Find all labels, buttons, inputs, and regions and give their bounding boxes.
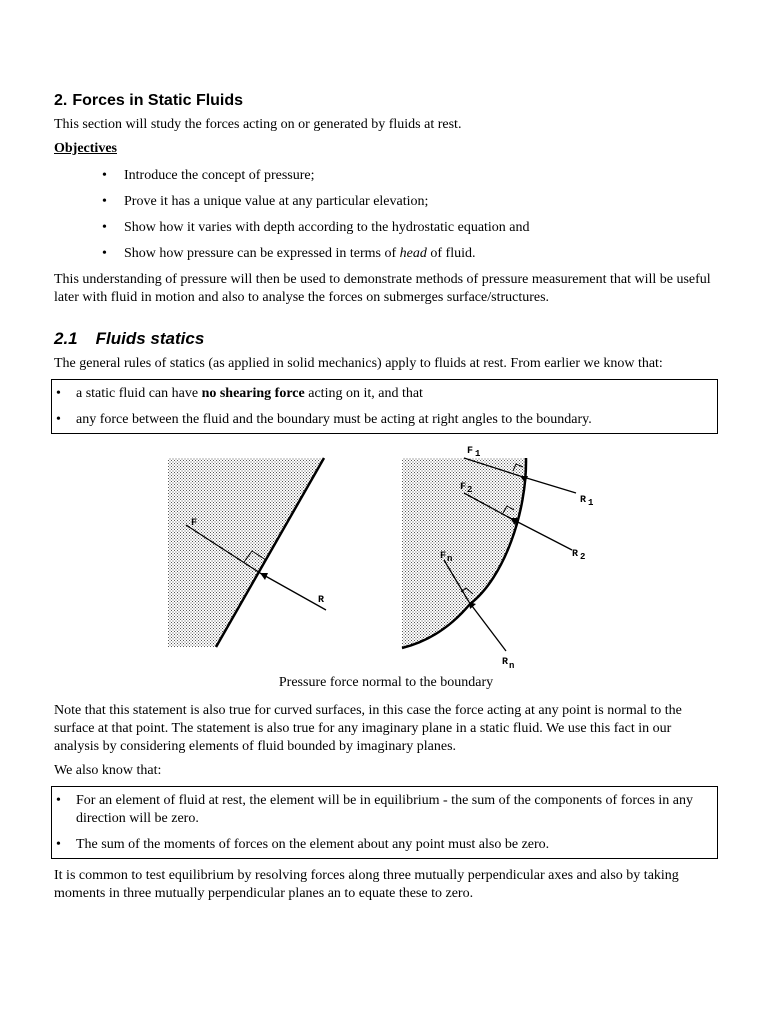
- rule-text: acting on it, and that: [308, 386, 423, 401]
- objective-text: of fluid.: [430, 246, 476, 261]
- objective-item: • Introduce the concept of pressure;: [102, 167, 718, 185]
- pressure-diagram: [54, 442, 718, 670]
- label-rn: Rn: [502, 657, 515, 670]
- reaction-rn-arrow: [469, 602, 506, 651]
- subsection-heading: [54, 329, 718, 349]
- reaction-r-arrow: [260, 573, 326, 610]
- objectives-heading: Objectives: [54, 141, 117, 156]
- section-number: 2.: [54, 92, 68, 109]
- label-r2: R 2: [572, 549, 586, 562]
- objectives-list: [54, 167, 718, 263]
- subsection-title: Fluids statics: [95, 329, 205, 348]
- page-content: [54, 92, 718, 909]
- pressure-figure: [54, 442, 718, 670]
- fluid-region-flat: [168, 458, 324, 647]
- objective-item: • Show how it varies with depth according to the hydrostatic equation and: [102, 219, 718, 237]
- objective-text: Show how pressure can be expressed in terms of: [124, 246, 397, 261]
- also-know: We also know that:: [54, 763, 162, 778]
- rules-box: [51, 379, 718, 434]
- section-title: Forces in Static Fluids: [72, 92, 244, 109]
- label-r: R: [318, 595, 325, 606]
- subsection-number: 2.1: [54, 329, 78, 348]
- equilibrium-item: • For an element of fluid at rest, the element will be in equilibrium - the sum of the components of forces in any direction will be zero.: [56, 792, 711, 828]
- objective-item: • Prove it has a unique value at any particular elevation;: [102, 193, 718, 211]
- label-f2: F2: [460, 482, 473, 495]
- label-f: F: [191, 518, 198, 529]
- section-heading: [54, 92, 718, 110]
- label-f1: F 1: [467, 446, 481, 459]
- objective-item: [102, 245, 718, 263]
- curved-surface-note: Note that this statement is also true for curved surfaces, in this case the force acting at any point is normal to the surface at that point. The statement is also true for any imaginary plane in a static fluid. We use this fact in our analysis by considering elements of fluid bounded by imaginary planes.: [54, 703, 682, 754]
- rule-item: • any force between the fluid and the boundary must be acting at right angles to the boundary.: [56, 411, 711, 429]
- arrow-head: [469, 602, 476, 609]
- subsection-intro: The general rules of statics (as applied in solid mechanics) apply to fluids at rest. From earlier we know that:: [54, 356, 663, 371]
- equilibrium-box: [51, 786, 718, 859]
- objective-emphasis: head: [399, 246, 427, 261]
- rule-item: [56, 385, 711, 403]
- section-intro: This section will study the forces acting on or generated by fluids at rest.: [54, 117, 462, 132]
- label-fn: Fn: [440, 551, 453, 564]
- closing-paragraph: It is common to test equilibrium by resolving forces along three mutually perpendicular axes and also by taking moments in three mutually perpendicular planes an to equate these to zero.: [54, 868, 679, 901]
- equilibrium-item: • The sum of the moments of forces on the element about any point must also be zero.: [56, 836, 711, 854]
- reaction-r2-arrow: [510, 518, 572, 550]
- label-r1: R 1: [580, 495, 594, 508]
- reaction-r1-arrow: [520, 476, 576, 493]
- figure-caption: Pressure force normal to the boundary: [278, 675, 494, 690]
- rule-emphasis: no shearing force: [201, 386, 305, 401]
- section-summary: This understanding of pressure will then be used to demonstrate methods of pressure measurement that will be useful later with fluid in motion and also to analyse the forces on submerges surface/structures.: [54, 272, 711, 305]
- rule-text: a static fluid can have: [76, 386, 199, 401]
